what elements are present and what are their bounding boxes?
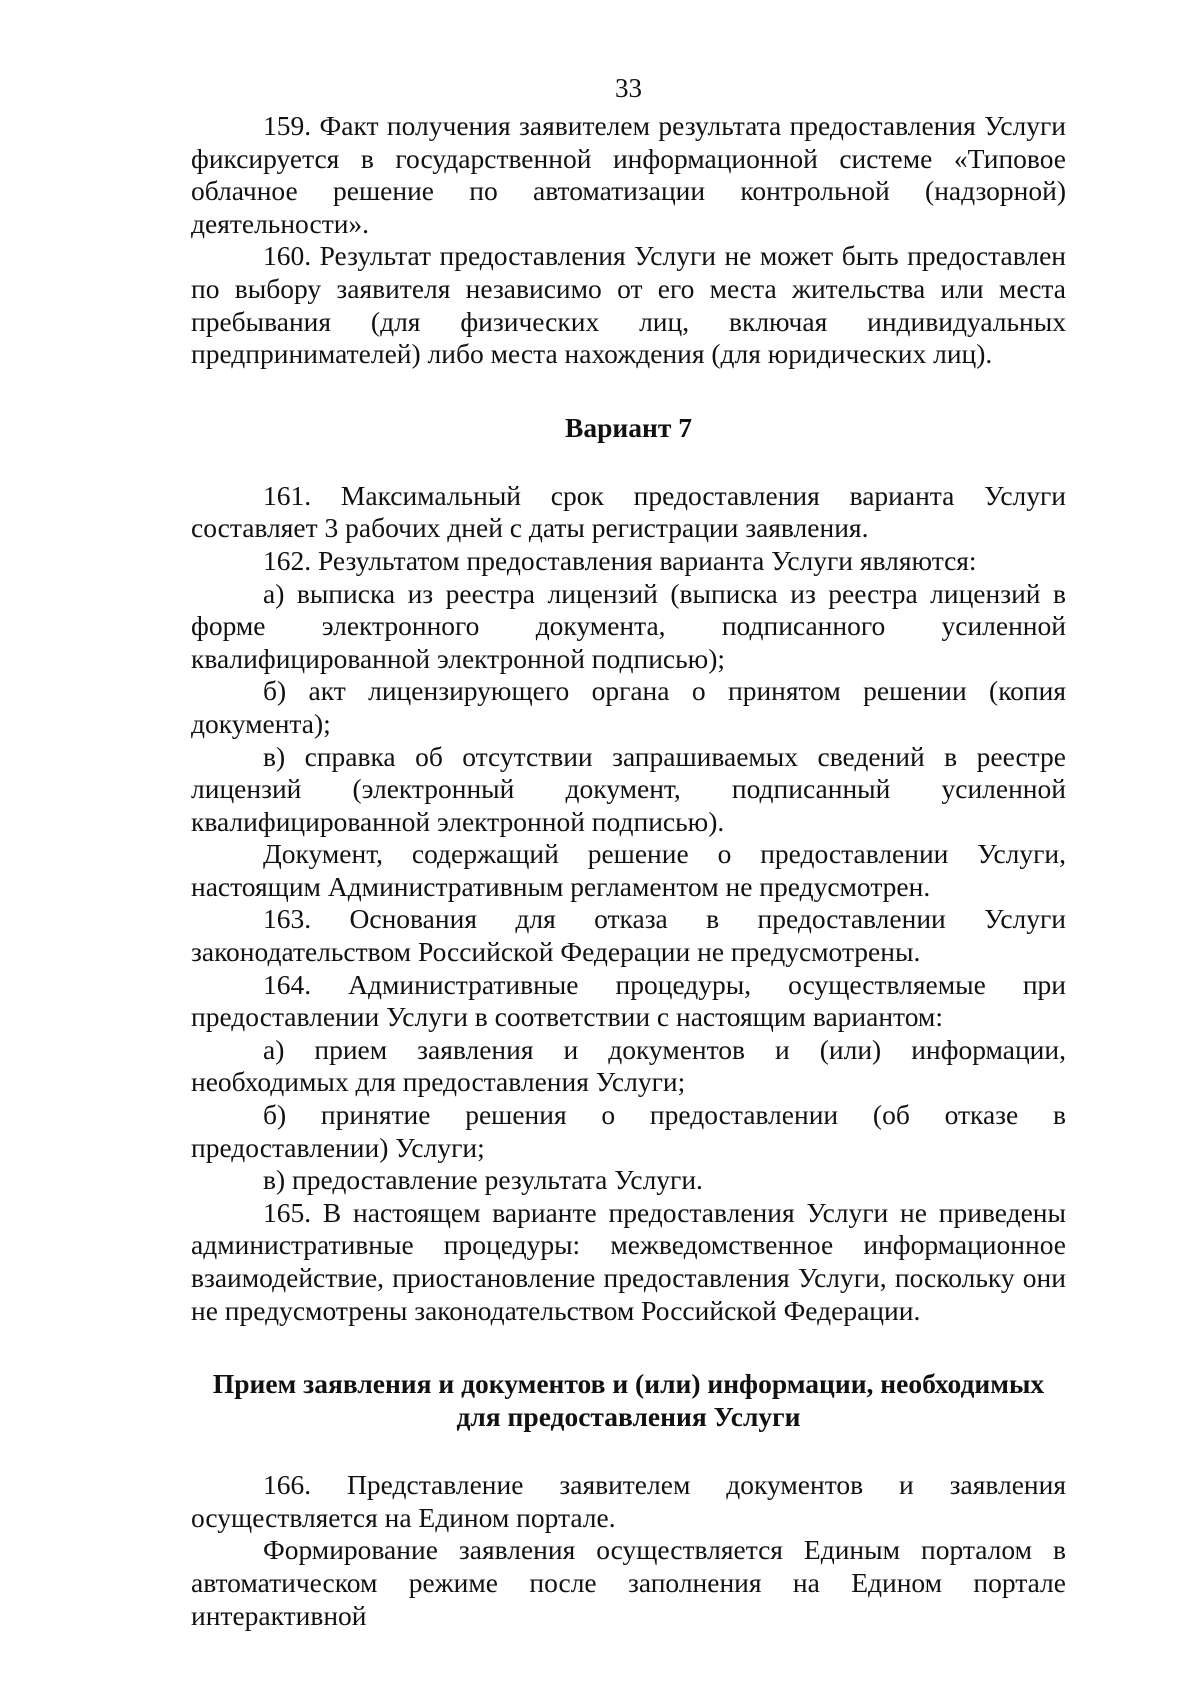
- paragraph-164-v: в) предоставление результата Услуги.: [263, 1164, 703, 1196]
- paragraph-document-decision: Документ, содержащий решение о предоставлении Услуги, настоящим Административным регламентом не предусмотрен.: [191, 838, 1066, 902]
- paragraph-165: 165. В настоящем варианте предоставления Услуги не приведены административные процедуры: межведомственное информационное взаимодействие, приостановление предоставления Услуги, поскольку они не предусмотрены законодательством Российской Федерации.: [191, 1196, 1066, 1326]
- paragraph-164: 164. Административные процедуры, осуществляемые при предоставлении Услуги в соответствии с настоящим вариантом:: [191, 968, 1066, 1033]
- paragraph-166: 166. Представление заявителем документов и заявления осуществляется на Едином портале.: [191, 1469, 1066, 1533]
- section-heading: Прием заявления и документов и (или) информации, необходимых для предоставления Услуги: [212, 1368, 1045, 1433]
- paragraph-159: 159. Факт получения заявителем результата предоставления Услуги фиксируется в государственной информационной системе «Типовое облачное решение по автоматизации контрольной (надзорной) деятельности».: [191, 110, 1066, 239]
- paragraph-161: 161. Максимальный срок предоставления варианта Услуги составляет 3 рабочих дней с даты регистрации заявления.: [191, 479, 1066, 544]
- paragraph-163: 163. Основания для отказа в предоставлении Услуги законодательством Российской Федерации не предусмотрены.: [191, 903, 1066, 968]
- page-number: 33: [615, 73, 642, 103]
- paragraph-162-b: б) акт лицензирующего органа о принятом решении (копия документа);: [191, 675, 1066, 739]
- paragraph-164-b: б) принятие решения о предоставлении (об отказе в предоставлении) Услуги;: [191, 1099, 1066, 1163]
- paragraph-160: 160. Результат предоставления Услуги не может быть предоставлен по выбору заявителя независимо от его места жительства или места пребывания (для физических лиц, включая индивидуальных предпринимателей) либо места нахождения (для юридических лиц).: [191, 240, 1066, 370]
- variant-heading: Вариант 7: [565, 411, 692, 443]
- paragraph-forming-application: Формирование заявления осуществляется Единым порталом в автоматическом режиме после заполнения на Едином портале интерактивной: [191, 1534, 1066, 1631]
- paragraph-164-a: а) прием заявления и документов и (или) информации, необходимых для предоставления Услуги;: [191, 1033, 1066, 1098]
- paragraph-162-v: в) справка об отсутствии запрашиваемых сведений в реестре лицензий (электронный документ, подписанный усиленной квалифицированной электронной подписью).: [191, 740, 1066, 837]
- paragraph-162: 162. Результатом предоставления варианта Услуги являются:: [263, 544, 977, 576]
- paragraph-162-a: а) выписка из реестра лицензий (выписка из реестра лицензий в форме электронного документа, подписанного усиленной квалифицированной электронной подписью);: [191, 577, 1066, 674]
